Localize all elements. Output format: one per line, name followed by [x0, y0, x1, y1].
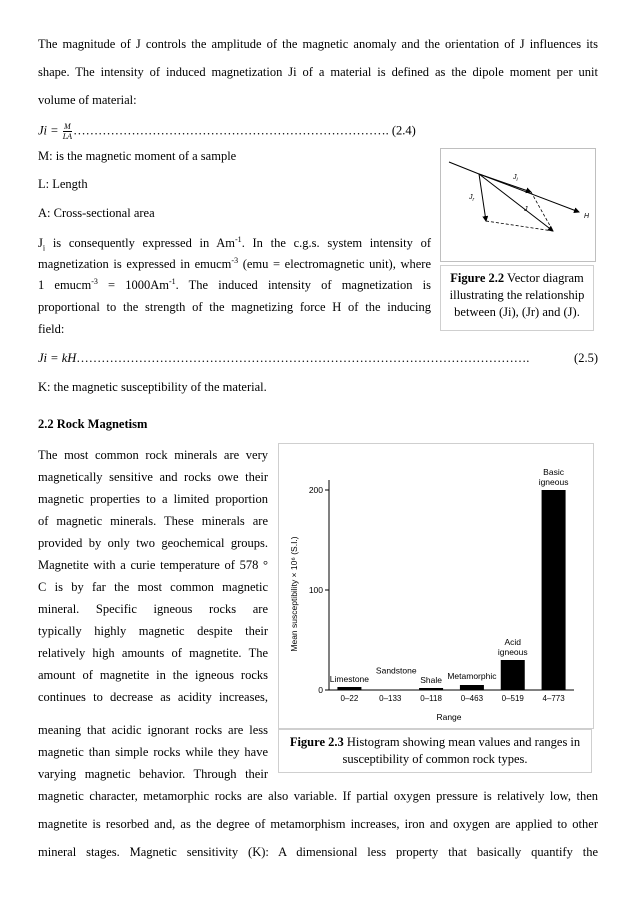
j-label: J [524, 206, 528, 213]
body-line [38, 278, 431, 293]
bar-1 [337, 687, 361, 690]
text-run: is consequently expressed in Am [45, 236, 236, 250]
category-range-label: 0–519 [501, 694, 524, 703]
body-line: magnetite is resorbed and, as the degree of metamorphism increases, iron and oxygen are applied to other [38, 817, 598, 831]
body-line: mineral. Specific igneous rocks are [38, 602, 268, 616]
equation-dots: …………………………………………………………………. [73, 123, 389, 138]
body-line: varying magnetic behavior. Through their [38, 767, 268, 781]
equation-lhs: Ji = kH [38, 351, 77, 365]
body-line: magnetically sensitive and rocks owe their [38, 470, 268, 484]
category-range-label: 0–133 [379, 694, 402, 703]
rock-type-label: Metamorphic [447, 671, 497, 681]
equation-dots: ………………………………………………………………………………………………. [76, 351, 530, 365]
body-line: C is by far the most common magnetic [38, 580, 268, 594]
ji-vector [479, 174, 531, 192]
jr-label: $J_r$ [469, 194, 475, 203]
category-range-label: 0–22 [340, 694, 359, 703]
body-line: field: [38, 322, 65, 336]
figure-2-2-caption [440, 265, 594, 331]
text-run: J [38, 236, 43, 250]
ji-label: $J_i$ [513, 174, 518, 183]
body-line: proportional to the strength of the magnetizing force H of the inducing [38, 300, 431, 314]
vector-diagram [441, 149, 595, 261]
bar-2 [378, 690, 402, 691]
bar-3 [419, 688, 443, 690]
definition-l: L: Length [38, 177, 88, 191]
equation-number: (2.4) [391, 123, 416, 138]
body-line: Magnetite with a curie temperature of 578 ° [38, 558, 268, 572]
body-line: magnetic properties to a limited proportion [38, 492, 268, 506]
y-axis-label: Mean susceptibility × 10⁶ (S.I.) [289, 536, 299, 652]
rock-type-label: Limestone [329, 674, 370, 684]
y-tick-label: 0 [318, 685, 323, 695]
caption-label: Figure 2.2 [450, 271, 505, 285]
definition-k: K: the magnetic susceptibility of the material. [38, 380, 267, 394]
caption-label: Figure 2.3 [289, 735, 344, 749]
superscript: -1 [235, 234, 242, 244]
caption-text: Histogram showing mean values and ranges in susceptibility of common rock types. [342, 735, 581, 766]
body-line [38, 257, 431, 272]
equation-lhs: Ji = [38, 123, 59, 138]
vector-diagram-figure [440, 148, 596, 262]
susceptibility-histogram [278, 443, 594, 729]
inducing-field-line [449, 162, 479, 174]
figure-2-3-caption [278, 729, 592, 773]
rock-type-label: igneous [497, 647, 528, 657]
body-line: meaning that acidic ignorant rocks are less [38, 723, 268, 737]
body-line: of magnetic minerals. These minerals are [38, 514, 268, 528]
rock-type-label: Sandstone [375, 665, 417, 676]
equation-fraction [63, 122, 72, 141]
caption-text: Vector diagram illustrating the relationship between (Ji), (Jr) and (J). [449, 271, 585, 319]
equation-2-5 [38, 351, 598, 366]
x-axis-label: Range [436, 712, 462, 722]
rock-type-label: igneous [538, 477, 569, 487]
body-line: relatively high amounts of magnetite. The [38, 646, 268, 660]
jr-vector [479, 174, 486, 221]
text-run: = 1000Am [97, 278, 169, 292]
body-line: shape. The intensity of induced magnetization Ji of a material is defined as the dipole moment per unit [38, 65, 598, 79]
body-line: magnetic than simple rocks while they have [38, 745, 268, 759]
bar-4 [460, 685, 484, 690]
equation-number: (2.5) [574, 351, 598, 365]
text-run: magnetization is expressed in emucm [38, 257, 232, 271]
fraction-denominator: LA [62, 132, 73, 141]
text-run: . The induced intensity of magnetization is [175, 278, 431, 292]
section-heading: 2.2 Rock Magnetism [38, 417, 148, 431]
body-line: The most common rock minerals are very [38, 448, 268, 462]
fraction-numerator: M [64, 122, 71, 131]
category-range-label: 0–118 [420, 694, 442, 703]
equation-2-4 [38, 122, 416, 141]
definition-a: A: Cross-sectional area [38, 206, 155, 220]
text-run: . In the c.g.s. system intensity of [241, 236, 431, 250]
body-line: provided by only two geochemical groups. [38, 536, 268, 550]
body-line: continues to decrease as acidity increases, [38, 690, 268, 704]
rock-type-label: Basic [543, 467, 564, 477]
category-range-label: 0–463 [460, 694, 484, 703]
dashed-line [486, 221, 553, 231]
body-line: The magnitude of J controls the amplitude of the magnetic anomaly and the orientation of J influences its [38, 37, 598, 51]
bar-6 [542, 490, 566, 690]
rock-type-label: Shale [420, 675, 442, 685]
histogram-chart [279, 444, 593, 728]
body-line: mineral stages. Magnetic sensitivity (K): A dimensional less property that basically quantify the [38, 845, 598, 859]
subscript: i [42, 243, 46, 253]
body-line: typically highly magnetic despite their [38, 624, 268, 638]
superscript: -3 [91, 276, 98, 286]
bar-5 [501, 660, 525, 690]
body-line: amount of magnetite in the igneous rocks [38, 668, 268, 682]
rock-type-label: Acid [504, 637, 522, 647]
text-run: (emu = electromagnetic unit), where [238, 257, 431, 271]
category-range-label: 4–773 [542, 694, 565, 703]
body-line: magnetic character, metamorphic rocks are also variable. If partial oxygen pressure is relatively low, then [38, 789, 598, 803]
superscript: -3 [231, 255, 239, 265]
superscript: -1 [168, 276, 176, 286]
h-label: H [584, 213, 590, 220]
definition-m: M: is the magnetic moment of a sample [38, 149, 237, 163]
text-run: 1 emucm [38, 278, 92, 292]
body-line: volume of material: [38, 93, 137, 107]
y-tick-label: 100 [308, 585, 323, 595]
y-tick-label: 200 [308, 485, 323, 495]
body-line [38, 236, 431, 251]
